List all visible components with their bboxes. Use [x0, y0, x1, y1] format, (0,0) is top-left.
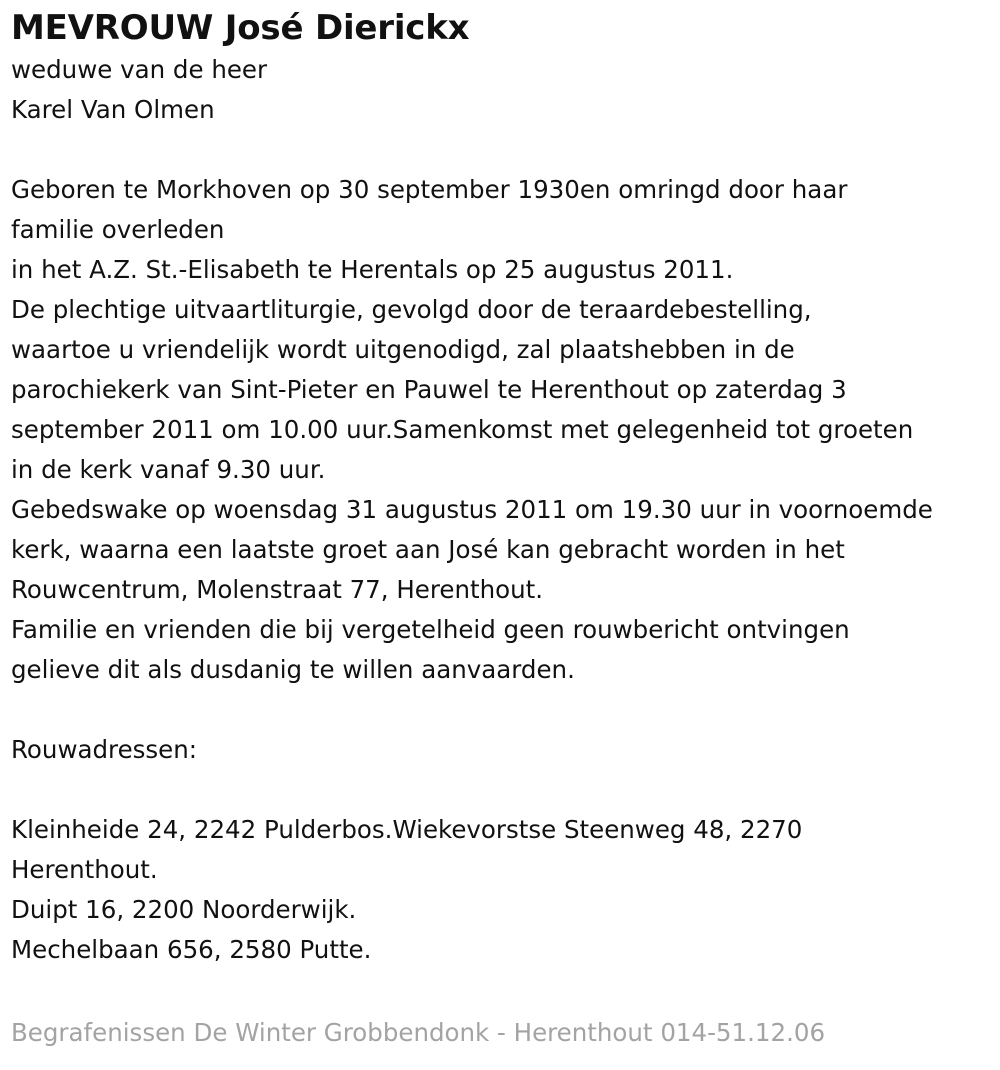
spacer — [11, 770, 1000, 810]
body-line: familie overleden — [11, 215, 225, 244]
body-line: gelieve dit als dusdanig te willen aanvaarden. — [11, 655, 575, 684]
body-line: kerk, waarna een laatste groet aan José kan gebracht worden in het — [11, 535, 845, 564]
body-line: Familie en vrienden die bij vergetelheid geen rouwbericht ontvingen — [11, 615, 850, 644]
body-line: in de kerk vanaf 9.30 uur. — [11, 455, 326, 484]
spacer — [11, 130, 1000, 170]
body-line: Geboren te Morkhoven op 30 september 1930en omringd door haar — [11, 175, 848, 204]
body-line: De plechtige uitvaartliturgie, gevolgd door de teraardebestelling, — [11, 295, 812, 324]
intro-line: Karel Van Olmen — [11, 95, 215, 124]
notice-body — [11, 50, 1000, 970]
body-line: parochiekerk van Sint-Pieter en Pauwel te Herenthout op zaterdag 3 — [11, 375, 847, 404]
spacer — [11, 690, 1000, 730]
notice-title: MEVROUW José Dierickx — [11, 8, 470, 48]
body-line: september 2011 om 10.00 uur.Samenkomst met gelegenheid tot groeten — [11, 415, 914, 444]
address-line: Kleinheide 24, 2242 Pulderbos.Wiekevorstse Steenweg 48, 2270 — [11, 815, 803, 844]
body-line: waartoe u vriendelijk wordt uitgenodigd, zal plaatshebben in de — [11, 335, 795, 364]
address-line: Mechelbaan 656, 2580 Putte. — [11, 935, 372, 964]
body-line: Gebedswake op woensdag 31 augustus 2011 om 19.30 uur in voornoemde — [11, 495, 933, 524]
intro-line: weduwe van de heer — [11, 55, 268, 84]
address-line: Herenthout. — [11, 855, 158, 884]
address-line: Duipt 16, 2200 Noorderwijk. — [11, 895, 357, 924]
body-line: in het A.Z. St.-Elisabeth te Herentals op 25 augustus 2011. — [11, 255, 734, 284]
addresses-heading: Rouwadressen: — [11, 735, 198, 764]
funeral-home-footer: Begrafenissen De Winter Grobbendonk - Herenthout 014-51.12.06 — [11, 1018, 826, 1047]
body-line: Rouwcentrum, Molenstraat 77, Herenthout. — [11, 575, 544, 604]
